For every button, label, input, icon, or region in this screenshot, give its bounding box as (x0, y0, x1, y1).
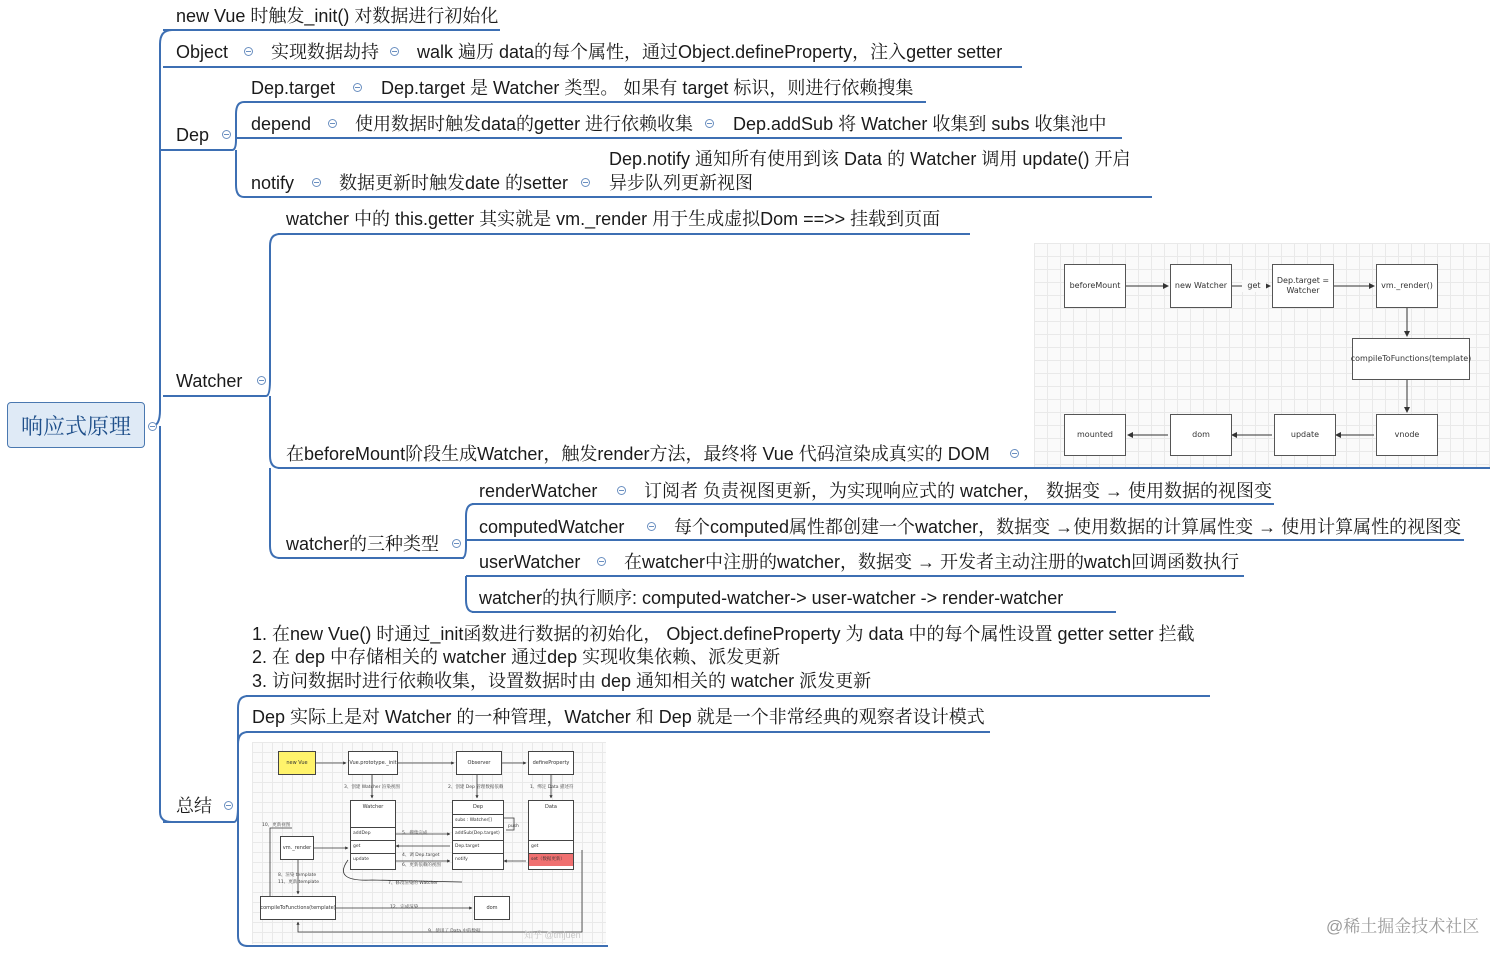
detail-note-11: 11、更新 template (278, 880, 319, 885)
detail-data-set: set（数据更新） (529, 853, 573, 866)
collapse-toggle-icon[interactable] (597, 557, 606, 566)
root-node[interactable] (7, 402, 145, 448)
detail-note-8: 8、渲染 template (278, 873, 317, 878)
detail-watcher-adddep: addDep (351, 827, 395, 840)
detail-note-6: 6、更新依赖的视图 (402, 863, 441, 868)
node-dep-target-desc[interactable]: Dep.target 是 Watcher 类型。 如果有 target 标识，则进行依赖搜集 (381, 78, 914, 98)
node-watcher-before-mount[interactable]: 在beforeMount阶段生成Watcher，触发render方法，最终将 Vue 代码渲染成真实的 DOM (286, 444, 990, 464)
detail-note-1: 1、绑定 Data 描述符 (530, 785, 574, 790)
detail-note-7: 7、修改渲染的 Watcher (388, 881, 438, 886)
collapse-toggle-icon[interactable] (222, 130, 231, 139)
node-summary-line-1[interactable]: 1. 在new Vue() 时通过_init函数进行数据的初始化， Object.defineProperty 为 data 中的每个属性设置 getter setter 拦截 (252, 624, 1195, 644)
detail-watcher-get: get (351, 840, 395, 853)
node-summary-observer[interactable]: Dep 实际上是对 Watcher 的一种管理，Watcher 和 Dep 就是一个非常经典的观察者设计模式 (252, 707, 985, 727)
detail-compile: compileToFunctions(template) (260, 896, 336, 920)
detail-note-5: 5、搜集完成 (402, 831, 428, 836)
node-watcher-order[interactable]: watcher的执行顺序: computed-watcher-> user-watcher -> render-watcher (479, 588, 1064, 608)
detail-watermark: 知乎 @tmjuen (524, 930, 581, 940)
collapse-toggle-icon[interactable] (312, 178, 321, 187)
detail-note-12: 12、完成渲染 (390, 905, 419, 910)
collapse-toggle-icon[interactable] (224, 801, 233, 810)
node-watcher-types[interactable]: watcher的三种类型 (286, 534, 440, 554)
node-depend-desc[interactable]: 使用数据时触发data的getter 进行依赖收集 (355, 114, 694, 134)
detail-dep-subs: subs : Watcher[] (453, 814, 503, 827)
detail-dep-box (452, 800, 504, 870)
flow-new-watcher: new Watcher (1170, 264, 1232, 308)
node-watcher-getter[interactable]: watcher 中的 this.getter 其实就是 vm._render 用于生成虚拟Dom ==>> 挂载到页面 (286, 209, 941, 229)
collapse-toggle-icon[interactable] (705, 119, 714, 128)
node-summary[interactable]: 总结 (176, 796, 212, 816)
node-dep[interactable]: Dep (176, 125, 210, 145)
collapse-toggle-icon[interactable] (452, 539, 461, 548)
lifecycle-flow-diagram (1034, 243, 1490, 467)
detail-vm-render: vm._render (280, 836, 314, 860)
detail-watcher-box (350, 800, 396, 870)
detail-data-box (528, 800, 574, 870)
detail-note-4: 4、调 Dep.target (402, 853, 440, 858)
flow-vm-render: vm._render() (1376, 264, 1438, 308)
collapse-toggle-icon[interactable] (328, 119, 337, 128)
flow-compile: compileToFunctions(template) (1352, 338, 1470, 380)
node-computed-watcher-desc[interactable]: 每个computed属性都创建一个watcher，数据变 →使用数据的计算属性变 → 使用计算属性的视图变 (674, 517, 1462, 537)
flow-update: update (1274, 414, 1336, 456)
node-object-walk[interactable]: walk 遍历 data的每个属性，通过Object.defineProperty，注入getter setter (417, 42, 1003, 62)
detail-dep-target: Dep.target (453, 840, 503, 853)
detail-define-property: defineProperty (528, 751, 574, 775)
site-watermark: @稀土掘金技术社区 (1326, 917, 1480, 936)
node-notify-desc[interactable]: 数据更新时触发date 的setter (339, 173, 569, 193)
detail-watcher-update: update (351, 853, 395, 866)
node-watcher[interactable]: Watcher (176, 371, 243, 391)
detail-new-vue: new Vue (278, 751, 316, 775)
flow-mounted: mounted (1064, 414, 1126, 456)
collapse-toggle-icon[interactable] (581, 178, 590, 187)
detail-dom: dom (474, 896, 510, 920)
node-render-watcher[interactable]: renderWatcher (479, 481, 598, 501)
node-notify-detail-line-1[interactable]: Dep.notify 通知所有使用到该 Data 的 Watcher 调用 update() 开启 (609, 149, 1131, 169)
detail-data-title: Data (545, 804, 557, 810)
node-depend-addsub[interactable]: Dep.addSub 将 Watcher 收集到 subs 收集池中 (733, 114, 1107, 134)
root-title: 响应式原理 (20, 413, 131, 439)
detail-push-label: push (508, 824, 519, 829)
flow-vnode: vnode (1376, 414, 1438, 456)
detail-observer: Observer (456, 751, 502, 775)
flow-get-label: get (1242, 280, 1266, 292)
flow-dep-target-line-2: Watcher (1286, 286, 1320, 295)
collapse-toggle-icon[interactable] (244, 47, 253, 56)
detail-dep-notify: notify (453, 853, 503, 866)
collapse-toggle-icon[interactable] (148, 422, 157, 431)
flow-dep-target-line-1: Dep.target = (1276, 276, 1330, 285)
node-notify-detail-line-2[interactable]: 异步队列更新视图 (609, 173, 753, 193)
node-object[interactable]: Object (176, 42, 229, 62)
detail-note-2: 2、创建 Dep 管理数据依赖 (448, 785, 504, 790)
collapse-toggle-icon[interactable] (257, 376, 266, 385)
node-init[interactable]: new Vue 时触发_init() 对数据进行初始化 (176, 6, 499, 26)
reactivity-detail-diagram (252, 742, 606, 944)
collapse-toggle-icon[interactable] (1010, 449, 1019, 458)
detail-note-3: 3、创建 Watcher 渲染视图 (344, 785, 400, 790)
node-dep-target[interactable]: Dep.target (251, 78, 336, 98)
detail-dep-title: Dep (472, 804, 484, 810)
detail-note-10: 10、更新视图 (262, 823, 291, 828)
node-user-watcher-desc[interactable]: 在watcher中注册的watcher，数据变 → 开发者主动注册的watch回调函数执行 (624, 552, 1240, 572)
node-depend[interactable]: depend (251, 114, 312, 134)
flow-dep-target-watcher (1272, 264, 1334, 308)
detail-note-9: 9、使用了 Data 中的数据 (428, 929, 481, 934)
detail-vue-init: Vue.prototype._init (348, 751, 398, 775)
node-computed-watcher[interactable]: computedWatcher (479, 517, 625, 537)
node-notify[interactable]: notify (251, 173, 295, 193)
collapse-toggle-icon[interactable] (390, 47, 399, 56)
node-user-watcher[interactable]: userWatcher (479, 552, 581, 572)
collapse-toggle-icon[interactable] (617, 486, 626, 495)
node-summary-line-2[interactable]: 2. 在 dep 中存储相关的 watcher 通过dep 实现收集依赖、派发更新 (252, 647, 781, 667)
detail-watcher-title: Watcher (362, 804, 384, 810)
detail-data-get: get (529, 840, 573, 853)
node-render-watcher-desc[interactable]: 订阅者 负责视图更新，为实现响应式的 watcher， 数据变 → 使用数据的视图变 (644, 481, 1273, 501)
node-summary-line-3[interactable]: 3. 访问数据时进行依赖收集，设置数据时由 dep 通知相关的 watcher 派发更新 (252, 671, 872, 691)
node-object-hijack[interactable]: 实现数据劫持 (271, 42, 379, 62)
detail-dep-addsub: addSub(Dep.target) (453, 827, 503, 840)
collapse-toggle-icon[interactable] (647, 522, 656, 531)
flow-before-mount: beforeMount (1064, 264, 1126, 308)
collapse-toggle-icon[interactable] (353, 83, 362, 92)
flow-dom: dom (1170, 414, 1232, 456)
